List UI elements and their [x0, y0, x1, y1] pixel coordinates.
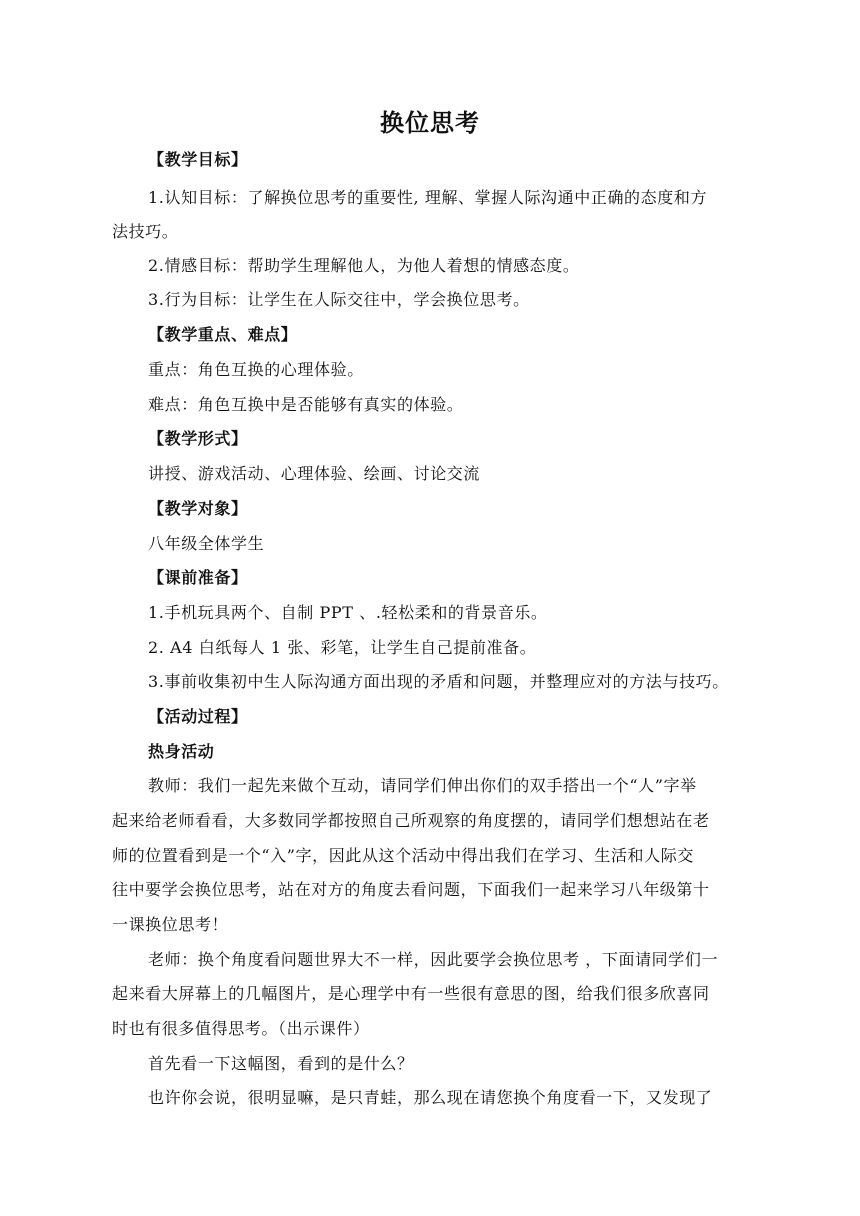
key-point-focus: 重点：角色互换的心理体验。: [148, 360, 364, 379]
paragraph-1-line-2: 起来给老师看看，大多数同学都按照自己所观察的角度摆的，请同学们想想站在老: [112, 811, 710, 830]
paragraph-1-line-1: 教师：我们一起先来做个互动，请同学们伸出你们的双手搭出一个“人”字举: [148, 776, 697, 795]
paragraph-3: 首先看一下这幅图，看到的是什么？: [148, 1054, 414, 1073]
objective-1-line-1: 1.认知目标：了解换位思考的重要性, 理解、掌握人际沟通中正确的态度和方: [148, 188, 708, 207]
paragraph-1-line-5: 一课换位思考！: [112, 915, 229, 934]
key-point-difficulty: 难点：角色互换中是否能够有真实的体验。: [148, 395, 464, 414]
objective-3: 3.行为目标：让学生在人际交往中，学会换位思考。: [148, 290, 530, 309]
objective-2: 2.情感目标：帮助学生理解他人，为他人着想的情感态度。: [148, 256, 580, 275]
preparation-heading: 【课前准备】: [148, 568, 248, 587]
preparation-item-3: 3.事前收集初中生人际沟通方面出现的矛盾和问题，并整理应对的方法与技巧。: [148, 672, 729, 691]
key-points-heading: 【教学重点、难点】: [148, 325, 298, 344]
audience-text: 八年级全体学生: [148, 534, 265, 553]
document-title: 换位思考: [380, 109, 480, 137]
preparation-item-2: 2. A4 白纸每人 1 张、彩笔，让学生自己提前准备。: [148, 638, 537, 657]
objectives-heading: 【教学目标】: [148, 150, 248, 169]
paragraph-2-line-2: 起来看大屏幕上的几幅图片，是心理学中有一些很有意思的图，给我们很多欣喜同: [112, 984, 710, 1003]
paragraph-2-line-1: 老师：换个角度看问题世界大不一样，因此要学会换位思考 ，下面请同学们一: [148, 950, 719, 969]
objective-1-line-2: 法技巧。: [112, 222, 179, 241]
paragraph-2-line-3: 时也有很多值得思考。（出示课件）: [112, 1019, 370, 1038]
form-heading: 【教学形式】: [148, 429, 248, 448]
process-heading: 【活动过程】: [148, 707, 248, 726]
preparation-item-1: 1.手机玩具两个、自制 PPT 、.轻松柔和的背景音乐。: [148, 603, 548, 622]
paragraph-1-line-4: 往中要学会换位思考，站在对方的角度去看问题，下面我们一起来学习八年级第十: [112, 880, 710, 899]
form-text: 讲授、游戏活动、心理体验、绘画、讨论交流: [148, 464, 481, 483]
paragraph-4: 也许你会说，很明显嘛，是只青蛙，那么现在请您换个角度看一下，又发现了: [148, 1088, 713, 1107]
warmup-heading: 热身活动: [148, 742, 215, 761]
audience-heading: 【教学对象】: [148, 499, 248, 518]
paragraph-1-line-3: 师的位置看到是一个“入”字，因此从这个活动中得出我们在学习、生活和人际交: [112, 846, 694, 865]
